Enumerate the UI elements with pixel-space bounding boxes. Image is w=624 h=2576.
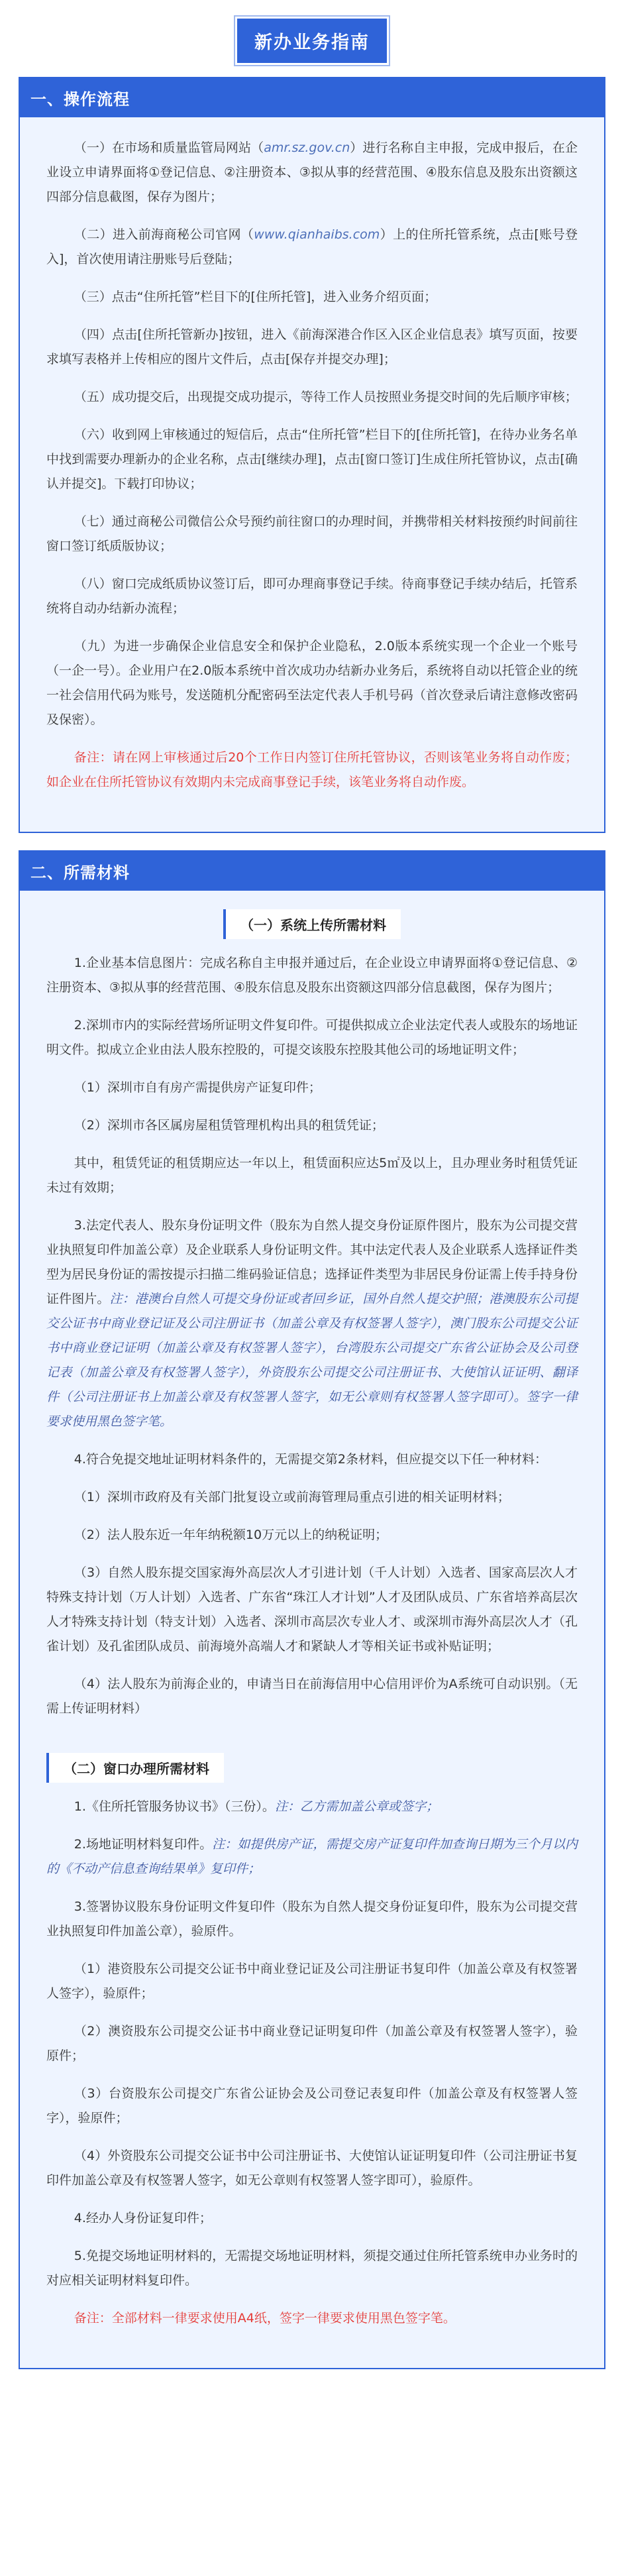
section-heading: 一、操作流程 [20, 78, 604, 117]
process-step [46, 634, 578, 732]
material-item [46, 1213, 578, 1434]
material-item [46, 1113, 578, 1138]
process-step [46, 423, 578, 496]
material-item [46, 1076, 578, 1100]
title-wrap [0, 19, 624, 60]
material-text: （1）港资股东公司提交公证书中商业登记证及公司注册证书复印件（加盖公章及有权签署人签字），验原件； [46, 1962, 578, 2001]
process-step [46, 323, 578, 372]
material-text: 3.法定代表人、股东身份证明文件（股东为自然人提交身份证原件图片，股东为公司提交营业执照复印件加盖公章）及企业联系人身份证明文件。其中法定代表人及企业联系人选择证件类型为居民身份证的需按提示扫描二维码验证信息；选择证件类型为非居民身份证需上传手持身份证件图片。 [46, 1218, 578, 1306]
step-text: （三）点击“住所托管”栏目下的[住所托管]，进入业务介绍页面； [74, 290, 437, 304]
window-materials-list [46, 1795, 578, 2293]
material-item [46, 1795, 578, 1819]
material-text: （4）外资股东公司提交公证书中公司注册证书、大使馆认证证明复印件（公司注册证书复印件加盖公章及有权签署人签字，如无公章则有权签署人签字即可），验原件。 [46, 2149, 578, 2188]
material-remark: 注：港澳台自然人可提交身份证或者回乡证，国外自然人提交护照；港澳股东公司提交公证书中商业登记证及公司注册证书（加盖公章及有权签署人签字），澳门股东公司提交公证书中商业登记证明（加盖公章及有权签署人签字），台湾股东公司提交广东省公证协会及公司登记表（加盖公章及有权签署人签字），外资股东公司提交公司注册证书、大使馆认证证明、翻译件（公司注册证书上加盖公章及有权签署人签字，如无公章则有权签署人签字即可）。签字一律要求使用黑色签字笔。 [46, 1292, 578, 1429]
material-text: （2）法人股东近一年年纳税额10万元以上的纳税证明； [74, 1528, 388, 1542]
step-text: （六）收到网上审核通过的短信后，点击“住所托管”栏目下的[住所托管]，在待办业务名单中找到需要办理新办的企业名称，点击[继续办理]，点击[窗口签订]生成住所托管协议，点击[确认并提交]。下载打印协议； [46, 427, 578, 491]
material-text: 3.签署协议股东身份证明文件复印件（股东为自然人提交身份证复印件，股东为公司提交营业执照复印件加盖公章），验原件。 [46, 1899, 578, 1938]
process-note: 备注：请在网上审核通过后20个工作日内签订住所托管协议，否则该笔业务将自动作废；如企业在住所托管协议有效期内未完成商事登记手续，该笔业务将自动作废。 [46, 750, 578, 789]
step-text: （七）通过商秘公司微信公众号预约前往窗口的办理时间，并携带相关材料按预约时间前往窗口签订纸质版协议； [46, 514, 578, 553]
material-item [46, 1523, 578, 1547]
step-text: （四）点击[住所托管新办]按钮，进入《前海深港合作区入区企业信息表》填写页面，按要求填写表格并上传相应的图片文件后，点击[保存并提交办理]； [46, 327, 578, 366]
materials-note: 备注：全部材料一律要求使用A4纸，签字一律要求使用黑色签字笔。 [74, 2311, 456, 2325]
material-text: 1.《住所托管服务协议书》（三份）。 [74, 1799, 275, 1814]
step-text: （五）成功提交后，出现提交成功提示，等待工作人员按照业务提交时间的先后顺序审核； [74, 390, 578, 404]
section-required-materials [19, 850, 605, 2369]
process-step [46, 385, 578, 410]
material-text: （3）自然人股东提交国家海外高层次人才引进计划（千人计划）入选者、国家高层次人才特殊支持计划（万人计划）入选者、广东省“珠江人才计划”人才及团队成员、广东省培养高层次人才特殊支持计划（特支计划）入选者、深圳市高层次专业人才、或深圳市海外高层次人才（孔雀计划）及孔雀团队成员、前海境外高端人才和紧缺人才等相关证书或补贴证明； [46, 1565, 578, 1653]
step-text: （二）进入前海商秘公司官网（ [74, 227, 254, 242]
subheading-upload [46, 909, 578, 939]
material-item [46, 2244, 578, 2293]
material-remark: 注：如提供房产证，需提交房产证复印件加查询日期为三个月以内的《不动产信息查询结果单》复印件； [46, 1837, 578, 1876]
material-text: （2）澳资股东公司提交公证书中商业登记证明复印件（加盖公章及有权签署人签字），验原件； [46, 2024, 578, 2063]
step-text: （九）为进一步确保企业信息安全和保护企业隐私，2.0版本系统实现一个企业一个账号（一企一号）。企业用户在2.0版本系统中首次成功办结新办业务后，系统将自动以托管企业的统一社会信用代码为账号，发送随机分配密码至法定代表人手机号码（首次登录后请注意修改密码及保密）。 [46, 639, 578, 727]
website-link[interactable]: amr.sz.gov.cn [264, 140, 350, 155]
material-item [46, 951, 578, 1000]
material-item [46, 1832, 578, 1881]
process-step [46, 572, 578, 621]
section-operation-process [19, 77, 605, 833]
step-text: （八）窗口完成纸质协议签订后，即可办理商事登记手续。待商事登记手续办结后，托管系统将自动办结新办流程； [46, 577, 578, 616]
subheading-window [46, 1753, 578, 1783]
process-step [46, 136, 578, 209]
material-item [46, 1957, 578, 2006]
material-text: （4）法人股东为前海企业的，申请当日在前海信用中心信用评价为A系统可自动识别。（无需上传证明材料） [46, 1677, 578, 1716]
material-item [46, 1672, 578, 1721]
upload-materials-list [46, 951, 578, 1721]
material-text: 1.企业基本信息图片：完成名称自主申报并通过后，在企业设立申请界面将①登记信息、②注册资本、③拟从事的经营范围、④股东信息及股东出资额这四部分信息截图，保存为图片； [46, 956, 578, 995]
material-item [46, 1013, 578, 1062]
material-item [46, 1447, 578, 1472]
subheading-label: （二）窗口办理所需材料 [46, 1753, 224, 1783]
page-title: 新办业务指南 [237, 19, 387, 63]
step-text: （一）在市场和质量监管局网站（ [74, 140, 264, 155]
material-text: （2）深圳市各区属房屋租赁管理机构出具的租赁凭证； [74, 1118, 384, 1133]
subheading-label: （一）系统上传所需材料 [223, 909, 401, 939]
process-step [46, 285, 578, 309]
material-item [46, 1485, 578, 1510]
material-text: 2.深圳市内的实际经营场所证明文件复印件。可提供拟成立企业法定代表人或股东的场地证明文件。拟成立企业由法人股东控股的，可提交该股东控股其他公司的场地证明文件； [46, 1018, 578, 1057]
material-text: 其中，租赁凭证的租赁期应达一年以上，租赁面积应达5㎡及以上，且办理业务时租赁凭证未过有效期； [46, 1156, 578, 1195]
process-step [46, 510, 578, 559]
material-item [46, 1561, 578, 1659]
material-text: 5.免提交场地证明材料的，无需提交场地证明材料，须提交通过住所托管系统申办业务时的对应相关证明材料复印件。 [46, 2249, 578, 2288]
material-remark: 注：乙方需加盖公章或签字； [274, 1799, 439, 1814]
section-body [20, 117, 604, 832]
process-step [46, 223, 578, 272]
material-item [46, 2144, 578, 2193]
material-item [46, 2019, 578, 2068]
material-text: （1）深圳市政府及有关部门批复设立或前海管理局重点引进的相关证明材料； [74, 1490, 510, 1504]
section-body [20, 891, 604, 2368]
material-text: （3）台资股东公司提交广东省公证协会及公司登记表复印件（加盖公章及有权签署人签字），验原件； [46, 2086, 578, 2125]
material-item [46, 1895, 578, 1944]
section-heading: 二、所需材料 [20, 852, 604, 891]
material-text: 4.经办人身份证复印件； [74, 2211, 212, 2225]
material-item [46, 2082, 578, 2131]
step-text: ）进行名称自主申报，完成申报后，在企业设立申请界面将①登记信息、②注册资本、③拟从事的经营范围、④股东信息及股东出资额这四部分信息截图，保存为图片； [46, 140, 578, 204]
material-text: 4.符合免提交地址证明材料条件的，无需提交第2条材料，但应提交以下任一种材料： [74, 1452, 548, 1467]
website-link[interactable]: www.qianhaibs.com [254, 227, 380, 242]
material-text: （1）深圳市自有房产需提供房产证复印件； [74, 1080, 321, 1095]
material-item [46, 2206, 578, 2231]
material-item [46, 1151, 578, 1200]
step-text: ）上的住所托管系统，点击[账号登入]，首次使用请注册账号后登陆； [46, 227, 578, 266]
material-text: 2.场地证明材料复印件。 [74, 1837, 213, 1852]
